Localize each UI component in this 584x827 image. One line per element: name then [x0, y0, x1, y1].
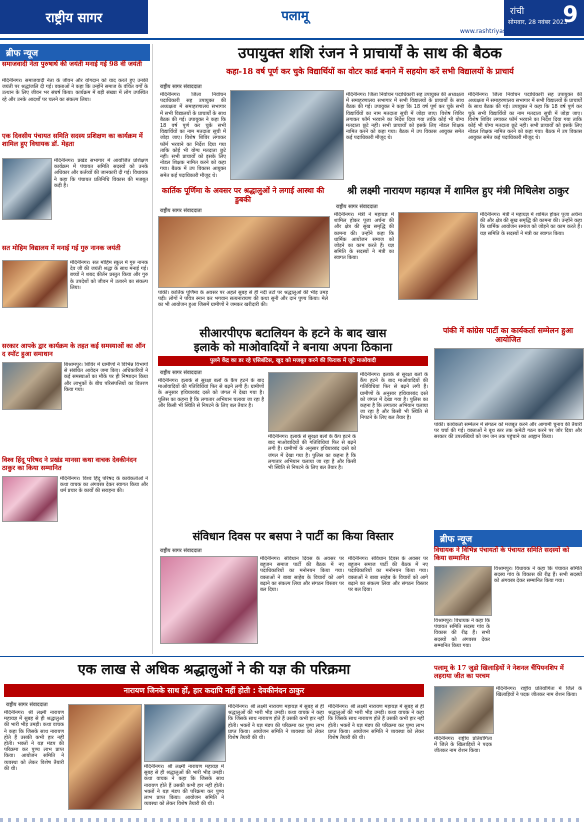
page-number: 9 [562, 3, 578, 28]
city: रांची [510, 7, 525, 17]
story-body: मेदिनीनगर। प्रखंड सभागार में आयोजित प्रशिक्षण कार्यक्रम में पंचायत समिति सदस्यों को उनके अधिकार और कर्तव्यों की जानकारी दी गई। विधायक ने कहा कि पंचायत प्रतिनिधि विकास की मजबूत कड़ी हैं। [54, 158, 148, 189]
bsp-photo [160, 556, 258, 644]
laxmi-headline: श्री लक्ष्मी नारायण महायज्ञ में शामिल हुए मंत्री मिथिलेश ठाकुर [347, 186, 569, 197]
kartik-headline: कार्तिक पूर्णिमा के अवसर पर श्रद्धालुओं ने लगाई आस्था की डुबकी [161, 186, 325, 204]
bottom-photo-crowd [144, 704, 226, 762]
lead-subhead: कहा-18 वर्ष पूर्ण कर चुके विद्यार्थियों का वोटर कार्ड बनाने में सहयोग करें सभी विद्यालयों के प्राचार्य [226, 66, 514, 76]
right-story-photo [434, 566, 492, 616]
lead-body-cont: मेदिनीनगर। जिला निर्वाचन पदाधिकारी सह उपायुक्त की अध्यक्षता में समाहरणालय सभागार में सभी विद्यालयों के प्राचार्यों के साथ बैठक की गई। उपायुक्त ने कहा कि 18 वर्ष पूर्ण कर चुके सभी विद्यार्थियों का नाम मतदाता सूची में जोड़ा जाए। विशेष शिविर लगाकर फॉर्म भरवाने का निर्देश दिया गया ताकि कोई भी योग्य मतदाता छूटे नहीं। सभी प्राचार्यों को इसके लिए नोडल शिक्षक नामित करने को कहा गया। बैठक में उप विकास आयुक्त समेत कई पदाधिकारी मौजूद थे। [468, 92, 582, 142]
kartik-photo [158, 216, 330, 288]
congress-headline: पांकी में कांग्रेस पार्टी का कार्यकर्ता सम्मेलन हुआ आयोजित [442, 326, 574, 344]
crpf-headline-2: इलाके को माओवादियों ने बनाया अपना ठिकाना [193, 340, 393, 354]
judo-headline: पलामू के 17 जुडो खिलाड़ियों ने नेशनल चैंपियनशिप में लहराया जीत का परचम [434, 664, 564, 680]
right-brief-header: ब्रीफ न्यूज [434, 530, 582, 547]
laxmi-body-cont: मेदिनीनगर। मंत्री ने महायज्ञ में शामिल होकर पूजा अर्चना की और क्षेत्र की सुख समृद्धि की कामना की। उन्होंने कहा कि धार्मिक आयोजन समाज को जोड़ने का काम करते हैं। यज्ञ समिति के सदस्यों ने मंत्री का स्वागत किया। [480, 212, 582, 237]
bsp-byline: राष्ट्रीय सागर संवाददाता [160, 548, 202, 554]
crpf-photo [268, 372, 358, 432]
story-photo [2, 260, 68, 308]
masthead-rule [0, 38, 584, 40]
story-headline: विश्व हिंदू परिषद ने प्रखंड मानसा कथा वाचक देवकीनंदन ठाकुर का किया सम्मानित [2, 456, 137, 472]
story-headline: समाजवादी नेता पुरुषार्थ की जयंती मनाई गई 98 वीं जयंती [2, 60, 142, 68]
bsp-body: मेदिनीनगर। संविधान दिवस के अवसर पर बहुजन समाज पार्टी की बैठक में नए पदाधिकारियों का मनोनयन किया गया। वक्ताओं ने बाबा साहेब के विचारों को आगे बढ़ाने का संकल्प लिया और संगठन विस्तार पर बल दिया। [260, 556, 344, 594]
right-story-headline: विधायक ने विभिन्न पंचायतों के पंचायत समिति सदस्यों को किया सम्मानित [434, 546, 570, 562]
crpf-body-cont: मेदिनीनगर। इलाके से सुरक्षा बलों के कैंप हटने के बाद माओवादियों की गतिविधियां फिर से बढ़ने लगी हैं। ग्रामीणों के अनुसार हथियारबंद दस्ते को जंगल में देखा गया है। पुलिस का कहना है कि लगातार अभियान चलाया जा रहा है और किसी भी स्थिति से निपटने के लिए बल तैयार है। [360, 372, 428, 422]
lead-byline: राष्ट्रीय सागर संवाददाता [160, 84, 202, 90]
laxmi-photo [398, 212, 478, 300]
bottom-photo-speaker [68, 704, 142, 810]
bottom-byline: राष्ट्रीय सागर संवाददाता [6, 702, 48, 708]
lead-photo [230, 90, 344, 180]
masthead [0, 0, 584, 40]
bottom-body-cont: मेदिनीनगर। श्री लक्ष्मी नारायण महायज्ञ में सुबह से ही श्रद्धालुओं की भारी भीड़ उमड़ी। कथा वाचक ने कहा कि जिसके साथ नारायण होते हैं उसकी कभी हार नहीं होती। भक्तों ने यज्ञ मंडप की परिक्रमा कर पुण्य लाभ प्राप्त किया। आयोजन समिति ने व्यवस्था को लेकर विशेष तैयारी की थी। [228, 704, 324, 742]
bsp-body-cont: मेदिनीनगर। संविधान दिवस के अवसर पर बहुजन समाज पार्टी की बैठक में नए पदाधिकारियों का मनोनयन किया गया। वक्ताओं ने बाबा साहेब के विचारों को आगे बढ़ाने का संकल्प लिया और संगठन विस्तार पर बल दिया। [348, 556, 428, 594]
kartik-body: पांकी। कार्तिक पूर्णिमा के अवसर पर अहले सुबह से ही नदी तटों पर श्रद्धालुओं की भीड़ उमड़ पड़ी। लोगों ने पवित्र स्नान कर भगवान सत्यनारायण की कथा सुनी और दान पुण्य किया। मेले का भी आयोजन हुआ जिसमें ग्रामीणों ने जमकर खरीदारी की। [158, 290, 328, 309]
lead-body: मेदिनीनगर। जिला निर्वाचन पदाधिकारी सह उपायुक्त की अध्यक्षता में समाहरणालय सभागार में सभी विद्यालयों के प्राचार्यों के साथ बैठक की गई। उपायुक्त ने कहा कि 18 वर्ष पूर्ण कर चुके सभी विद्यार्थियों का नाम मतदाता सूची में जोड़ा जाए। विशेष शिविर लगाकर फॉर्म भरवाने का निर्देश दिया गया ताकि कोई भी योग्य मतदाता छूटे नहीं। सभी प्राचार्यों को इसके लिए नोडल शिक्षक नामित करने को कहा गया। बैठक में उप विकास आयुक्त समेत कई पदाधिकारी मौजूद थे। [160, 92, 226, 179]
story-headline: एक दिवसीय पंचायत समिति सदस्य प्रशिक्षण का कार्यक्रम में शामिल हुए विधायक डॉ. मेहता [2, 132, 143, 148]
story-photo [2, 476, 58, 522]
story-body: मेदिनीनगर। सत मोहिम स्कूल में गुरु नानक देव जी की जयंती श्रद्धा के साथ मनाई गई। बच्चों ने शबद कीर्तन प्रस्तुत किया और गुरु के उपदेशों को जीवन में उतारने का संकल्प लिया। [70, 260, 148, 291]
laxmi-body: मेदिनीनगर। मंत्री ने महायज्ञ में शामिल होकर पूजा अर्चना की और क्षेत्र की सुख समृद्धि की कामना की। उन्होंने कहा कि धार्मिक आयोजन समाज को जोड़ने का काम करते हैं। यज्ञ समिति के सदस्यों ने मंत्री का स्वागत किया। [334, 212, 394, 262]
bottom-redbar: नारायण जिनके साथ हों, हार कदापि नहीं होती : देवकीनंदन ठाकुर [4, 684, 424, 697]
story-photo [2, 362, 62, 410]
crpf-headline-1: सीआरपीएफ बटालियन के हटने के बाद खास [199, 326, 387, 340]
laxmi-byline: राष्ट्रीय सागर संवाददाता [336, 204, 378, 210]
brief-header: ब्रीफ न्यूज [0, 44, 150, 61]
crpf-body-cont: मेदिनीनगर। इलाके से सुरक्षा बलों के कैंप हटने के बाद माओवादियों की गतिविधियां फिर से बढ़ने लगी हैं। ग्रामीणों के अनुसार हथियारबंद दस्ते को जंगल में देखा गया है। पुलिस का कहना है कि लगातार अभियान चलाया जा रहा है और किसी भी स्थिति से निपटने के लिए बल तैयार है। [268, 434, 356, 472]
crpf-byline: राष्ट्रीय सागर संवाददाता [160, 370, 202, 376]
congress-photo [434, 348, 584, 420]
right-story-body: विश्रामपुर। विधायक ने कहा कि पंचायत समिति सदस्य गांव के विकास की रीढ़ हैं। सभी सदस्यों को अंगवस्त्र देकर सम्मानित किया गया। [494, 566, 582, 585]
website: www.rashtriyasagar.com [460, 28, 534, 35]
judo-body-cont: मेदिनीनगर। राष्ट्रीय प्रतियोगिता में जिले के खिलाड़ियों ने पदक जीतकर नाम रोशन किया। [434, 736, 492, 755]
paper-logo: राष्ट्रीय सागर [0, 0, 148, 34]
kartik-byline: राष्ट्रीय सागर संवाददाता [160, 208, 202, 214]
column-divider [152, 44, 153, 654]
right-story-body-cont: विश्रामपुर। विधायक ने कहा कि पंचायत समिति सदस्य गांव के विकास की रीढ़ हैं। सभी सदस्यों को अंगवस्त्र देकर सम्मानित किया गया। [434, 618, 490, 649]
crpf-redbar: पुलने केंद्र का डर रहे एसिबंटिस, खुद को मजबूत करने की फिराक में जुटे माओवादी [158, 356, 428, 366]
story-headline: सरकार आपके द्वार कार्यक्रम के तहत कई समस्याओं का ऑन द स्पॉट हुआ समाधान [2, 342, 146, 358]
crpf-body: मेदिनीनगर। इलाके से सुरक्षा बलों के कैंप हटने के बाद माओवादियों की गतिविधियां फिर से बढ़ने लगी हैं। ग्रामीणों के अनुसार हथियारबंद दस्ते को जंगल में देखा गया है। पुलिस का कहना है कि लगातार अभियान चलाया जा रहा है और किसी भी स्थिति से निपटने के लिए बल तैयार है। [158, 378, 264, 409]
section-title: पलामू [281, 9, 309, 24]
bottom-rule [0, 656, 584, 657]
bsp-headline: संविधान दिवस पर बसपा ने पार्टी का किया विस्तार [192, 530, 394, 543]
judo-photo [434, 686, 494, 734]
story-body: बिश्रामपुर। शिविर में ग्रामीणों ने विभिन्न विभागों से संबंधित आवेदन जमा किए। अधिकारियों ने कई समस्याओं का मौके पर ही निष्पादन किया और लाभुकों के बीच परिसंपत्तियों का वितरण किया गया। [64, 362, 148, 393]
judo-body: मेदिनीनगर। राष्ट्रीय प्रतियोगिता में जिले के खिलाड़ियों ने पदक जीतकर नाम रोशन किया। [496, 686, 582, 699]
lead-headline: उपायुक्त शशि रंजन ने प्राचार्यों के साथ की बैठक [238, 44, 502, 62]
lead-body-cont: मेदिनीनगर। जिला निर्वाचन पदाधिकारी सह उपायुक्त की अध्यक्षता में समाहरणालय सभागार में सभी विद्यालयों के प्राचार्यों के साथ बैठक की गई। उपायुक्त ने कहा कि 18 वर्ष पूर्ण कर चुके सभी विद्यार्थियों का नाम मतदाता सूची में जोड़ा जाए। विशेष शिविर लगाकर फॉर्म भरवाने का निर्देश दिया गया ताकि कोई भी योग्य मतदाता छूटे नहीं। सभी प्राचार्यों को इसके लिए नोडल शिक्षक नामित करने को कहा गया। बैठक में उप विकास आयुक्त समेत कई पदाधिकारी मौजूद थे। [346, 92, 464, 142]
story-body: मेदिनीनगर। समाजवादी नेता के जीवन और योगदान को याद करते हुए उनकी जयंती पर श्रद्धांजलि दी गई। वक्ताओं ने कहा कि उन्होंने समाज के वंचित वर्गों के उत्थान के लिए जीवन भर संघर्ष किया। कार्यक्रम में बड़ी संख्या में लोग उपस्थित रहे और उनके आदर्शों पर चलने का संकल्प लिया। [2, 78, 148, 103]
date: सोमवार, 28 नवंबर 2023 [508, 19, 568, 26]
story-headline: सत मोहिम विद्यालय में मनाई गई गुरु नानक जयंती [2, 244, 121, 252]
story-photo [2, 158, 52, 220]
bottom-body-cont: मेदिनीनगर। श्री लक्ष्मी नारायण महायज्ञ में सुबह से ही श्रद्धालुओं की भारी भीड़ उमड़ी। कथा वाचक ने कहा कि जिसके साथ नारायण होते हैं उसकी कभी हार नहीं होती। भक्तों ने यज्ञ मंडप की परिक्रमा कर पुण्य लाभ प्राप्त किया। आयोजन समिति ने व्यवस्था को लेकर विशेष तैयारी की थी। [144, 764, 224, 808]
bottom-headline: एक लाख से अधिक श्रद्धालुओं ने की यज्ञ की परिक्रमा [77, 662, 351, 678]
story-body: मेदिनीनगर। विश्व हिंदू परिषद के कार्यकर्ताओं ने कथा वाचक का अंगवस्त्र देकर स्वागत किया और धर्म प्रचार के कार्यों की सराहना की। [60, 476, 148, 495]
footer-decoration [0, 818, 584, 822]
congress-body: पांकी। कार्यकर्ता सम्मेलन में संगठन को मजबूत करने और आगामी चुनाव की तैयारी पर चर्चा की गई। वक्ताओं ने बूथ स्तर तक कमेटी गठन करने पर जोर दिया और सरकार की उपलब्धियों को जन जन तक पहुंचाने का आह्वान किया। [434, 422, 582, 441]
bottom-body: मेदिनीनगर। श्री लक्ष्मी नारायण महायज्ञ में सुबह से ही श्रद्धालुओं की भारी भीड़ उमड़ी। कथा वाचक ने कहा कि जिसके साथ नारायण होते हैं उसकी कभी हार नहीं होती। भक्तों ने यज्ञ मंडप की परिक्रमा कर पुण्य लाभ प्राप्त किया। आयोजन समिति ने व्यवस्था को लेकर विशेष तैयारी की थी। [4, 710, 64, 772]
bottom-body-cont: मेदिनीनगर। श्री लक्ष्मी नारायण महायज्ञ में सुबह से ही श्रद्धालुओं की भारी भीड़ उमड़ी। कथा वाचक ने कहा कि जिसके साथ नारायण होते हैं उसकी कभी हार नहीं होती। भक्तों ने यज्ञ मंडप की परिक्रमा कर पुण्य लाभ प्राप्त किया। आयोजन समिति ने व्यवस्था को लेकर विशेष तैयारी की थी। [328, 704, 424, 742]
left-column [0, 44, 150, 744]
